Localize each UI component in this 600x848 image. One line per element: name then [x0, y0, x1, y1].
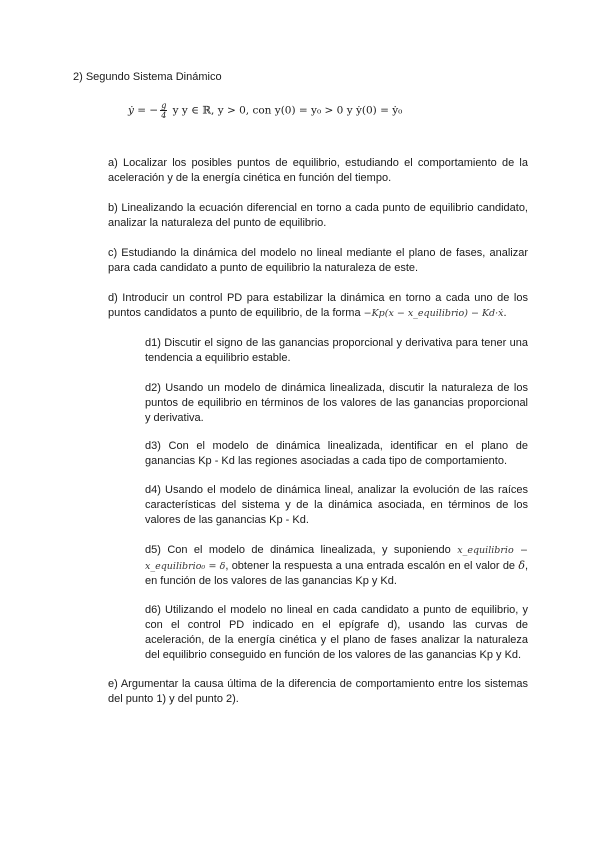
- pd-control-formula: −Kp(x − x_equilibrio) − Kd·ẋ: [363, 308, 504, 319]
- equation-conditions: y y ∈ ℝ, y > 0, con y(0) = y₀ > 0 y ẏ(0) = ẏ₀: [169, 104, 403, 117]
- item-a: a) Localizar los posibles puntos de equilibrio, estudiando el comportamiento de la aceleración y de la energía cinética en función del tiempo.: [108, 157, 528, 184]
- fraction-numerator: g: [161, 101, 167, 110]
- item-d5: [145, 543, 528, 589]
- item-d5-text1: d5) Con el modelo de dinámica linealizada, y suponiendo: [145, 544, 451, 556]
- item-d-text: d) Introducir un control PD para estabilizar la dinámica en torno a cada uno de los puntos candidatos a punto de equilibrio, de la forma: [108, 292, 528, 319]
- item-d5-text2: , obtener la respuesta a una entrada escalón en el valor de: [225, 560, 516, 572]
- equation-fraction: [160, 101, 167, 120]
- item-d1: d1) Discutir el signo de las ganancias proporcional y derivativa para tener una tendencia a equilibrio estable.: [145, 337, 528, 364]
- item-d: d) Introducir un control PD para estabilizar la dinámica en torno a cada uno de los puntos candidatos a punto de equilibrio, de la forma −Kp(x − x_equilibrio) − Kd·ẋ.: [108, 292, 528, 319]
- item-d6: d6) Utilizando el modelo no lineal en cada candidato a punto de equilibrio, y con el control PD indicado en el epígrafe d), usando las curvas de aceleración, de la energía cinética y el plano de fases analizar la naturaleza del equilibrio conseguido en función de los valores de las ganancias Kp y Kd.: [145, 604, 528, 661]
- system-equation: [128, 101, 488, 120]
- step-input-formula: x_equilibrio − x_equilibrio₀ = δ: [145, 545, 529, 572]
- section-heading: 2) Segundo Sistema Dinámico: [73, 71, 222, 83]
- item-c: c) Estudiando la dinámica del modelo no lineal mediante el plano de fases, analizar para cada candidato a punto de equilibrio la naturaleza de este.: [108, 247, 528, 274]
- item-d5-text3: , en función de los valores de las ganancias Kp y Kd.: [145, 560, 529, 587]
- item-d2: d2) Usando un modelo de dinámica linealizada, discutir la naturaleza de los puntos de equilibrio en términos de los valores de las ganancias proporcional y derivativa.: [145, 382, 528, 424]
- fraction-denominator: 4: [161, 111, 167, 120]
- item-b: b) Linealizando la ecuación diferencial en torno a cada punto de equilibrio candidato, analizar la naturaleza del punto de equilibrio.: [108, 202, 528, 229]
- equation-lhs: ẏ = −: [128, 104, 159, 117]
- item-d3: d3) Con el modelo de dinámica linealizada, identificar en el plano de ganancias Kp - Kd las regiones asociadas a cada tipo de comportamiento.: [145, 440, 528, 467]
- delta-symbol: δ: [518, 559, 525, 572]
- item-d4: d4) Usando el modelo de dinámica lineal, analizar la evolución de las raíces características del sistema y de la dinámica asociada, en términos de los valores de las ganancias Kp - Kd.: [145, 484, 528, 526]
- item-e: e) Argumentar la causa última de la diferencia de comportamiento entre los sistemas del punto 1) y del punto 2).: [108, 678, 528, 705]
